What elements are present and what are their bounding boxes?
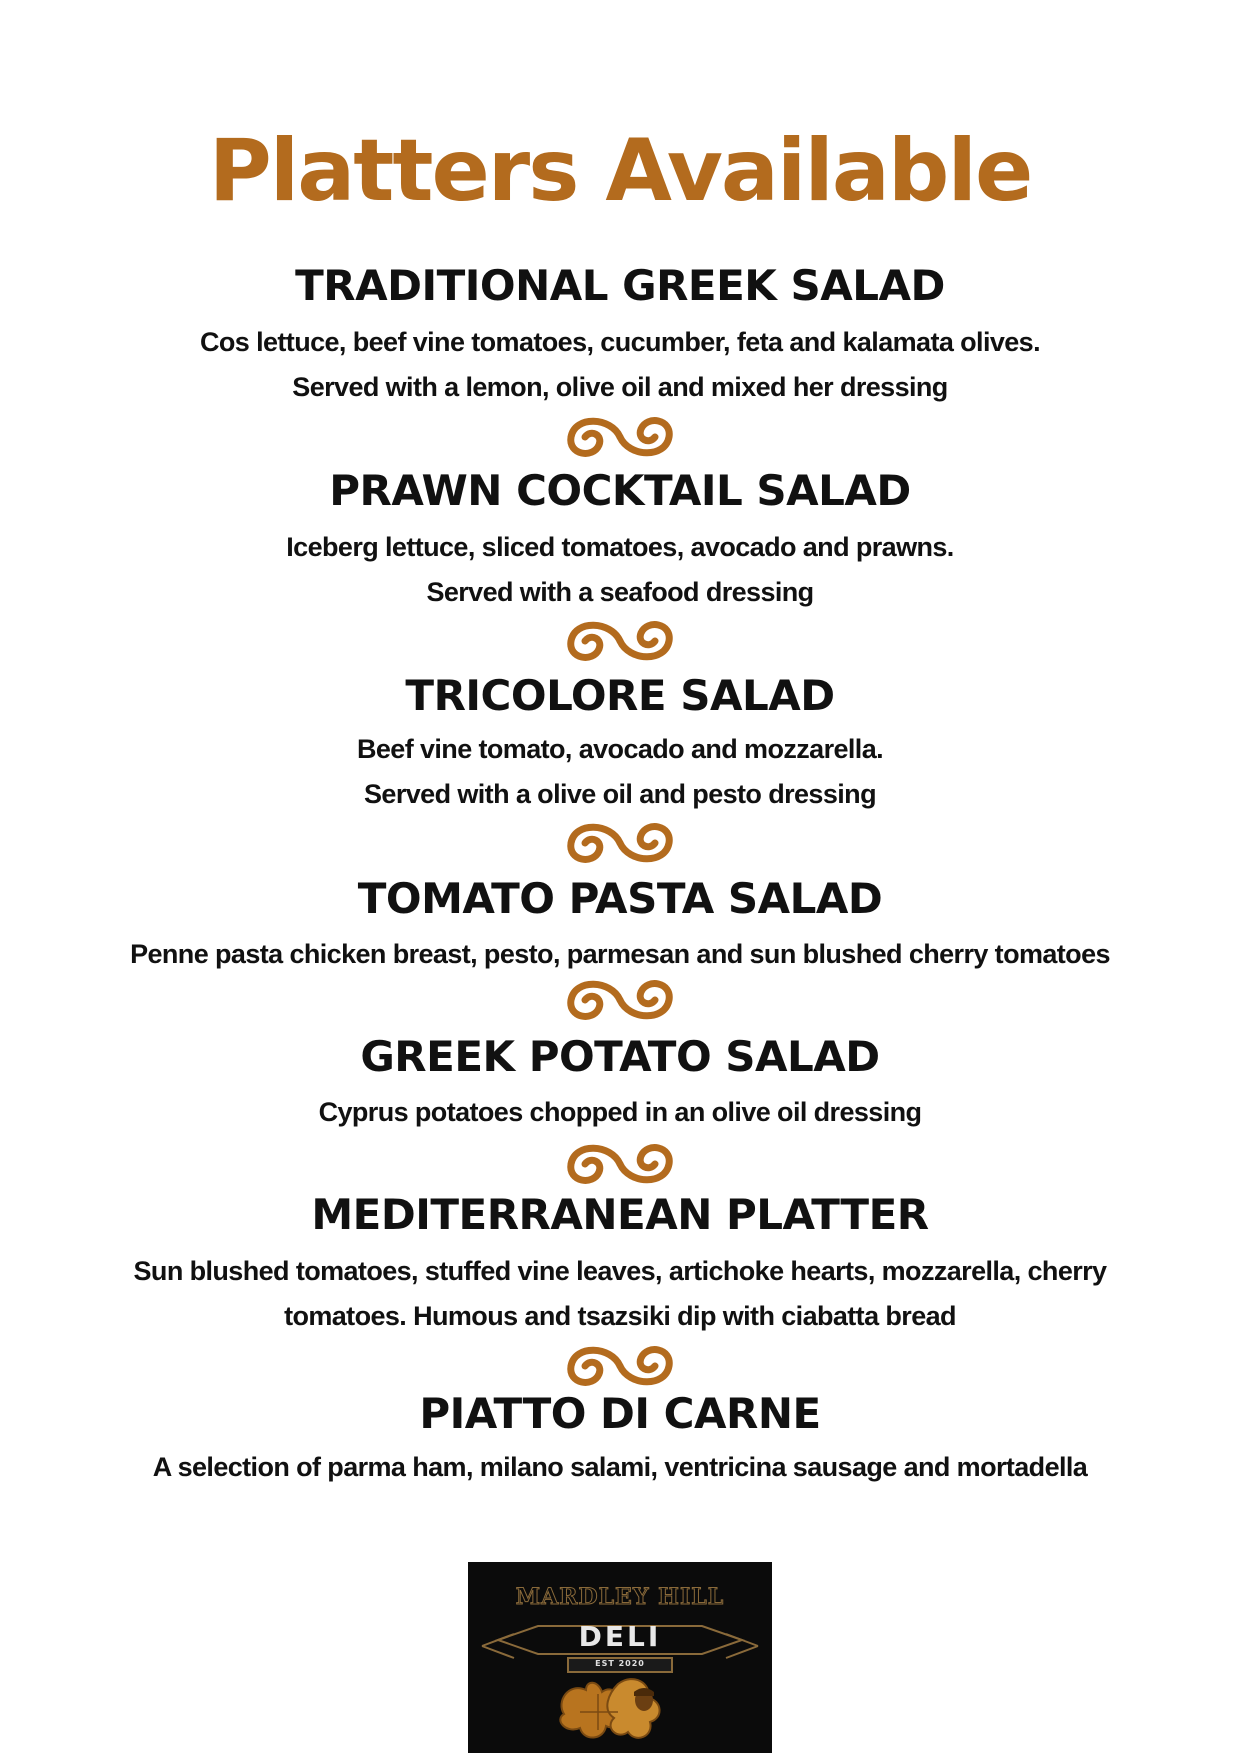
item-description-mediterranean-platter <box>60 1249 1180 1339</box>
item-name-traditional-greek-salad: TRADITIONAL GREEK SALAD <box>295 261 945 310</box>
item-name-mediterranean-platter: MEDITERRANEAN PLATTER <box>311 1190 929 1239</box>
description-line: Penne pasta chicken breast, pesto, parmesan and sun blushed cherry tomatoes <box>130 939 1110 969</box>
item-name-tomato-pasta-salad: TOMATO PASTA SALAD <box>357 874 883 923</box>
description-line: Served with a seafood dressing <box>426 577 814 607</box>
item-description-tomato-pasta-salad <box>60 932 1180 977</box>
description-line: Served with a olive oil and pesto dressing <box>364 779 876 809</box>
oak-leaves-acorn-icon <box>560 1679 659 1738</box>
scroll-ornament-icon <box>563 974 677 1026</box>
deli-logo <box>468 1562 772 1753</box>
logo-top-text: MARDLEY HILL <box>515 1584 725 1610</box>
description-line: A selection of parma ham, milano salami, ventricina sausage and mortadella <box>152 1452 1088 1482</box>
scroll-ornament-icon <box>563 1340 677 1392</box>
item-description-tricolore-salad <box>60 727 1180 817</box>
description-line: Cyprus potatoes chopped in an olive oil dressing <box>318 1097 922 1127</box>
scroll-ornament-icon <box>563 615 677 667</box>
item-name-greek-potato-salad: GREEK POTATO SALAD <box>360 1032 880 1081</box>
description-line: Beef vine tomato, avocado and mozzarella. <box>356 734 884 764</box>
item-description-traditional-greek-salad <box>60 320 1180 410</box>
item-description-greek-potato-salad <box>60 1090 1180 1135</box>
description-line: Cos lettuce, beef vine tomatoes, cucumber, feta and kalamata olives. <box>199 327 1040 357</box>
item-name-tricolore-salad: TRICOLORE SALAD <box>405 671 835 720</box>
item-description-piatto-di-carne <box>60 1445 1180 1490</box>
scroll-ornament-icon <box>563 817 677 869</box>
page-title: Platters Available <box>208 121 1032 221</box>
description-line: Sun blushed tomatoes, stuffed vine leaves, artichoke hearts, mozzarella, cherry <box>133 1256 1107 1286</box>
description-line: tomatoes. Humous and tsazsiki dip with ciabatta bread <box>284 1301 956 1331</box>
item-name-prawn-cocktail-salad: PRAWN COCKTAIL SALAD <box>329 466 911 515</box>
scroll-ornament-icon <box>563 1138 677 1190</box>
item-name-piatto-di-carne: PIATTO DI CARNE <box>419 1389 821 1438</box>
item-description-prawn-cocktail-salad <box>60 525 1180 615</box>
scroll-ornament-icon <box>563 411 677 463</box>
logo-main-text: DELI <box>578 1620 662 1653</box>
description-line: Iceberg lettuce, sliced tomatoes, avocado and prawns. <box>286 532 954 562</box>
logo-est-text: EST 2020 <box>595 1659 645 1668</box>
description-line: Served with a lemon, olive oil and mixed her dressing <box>292 372 948 402</box>
